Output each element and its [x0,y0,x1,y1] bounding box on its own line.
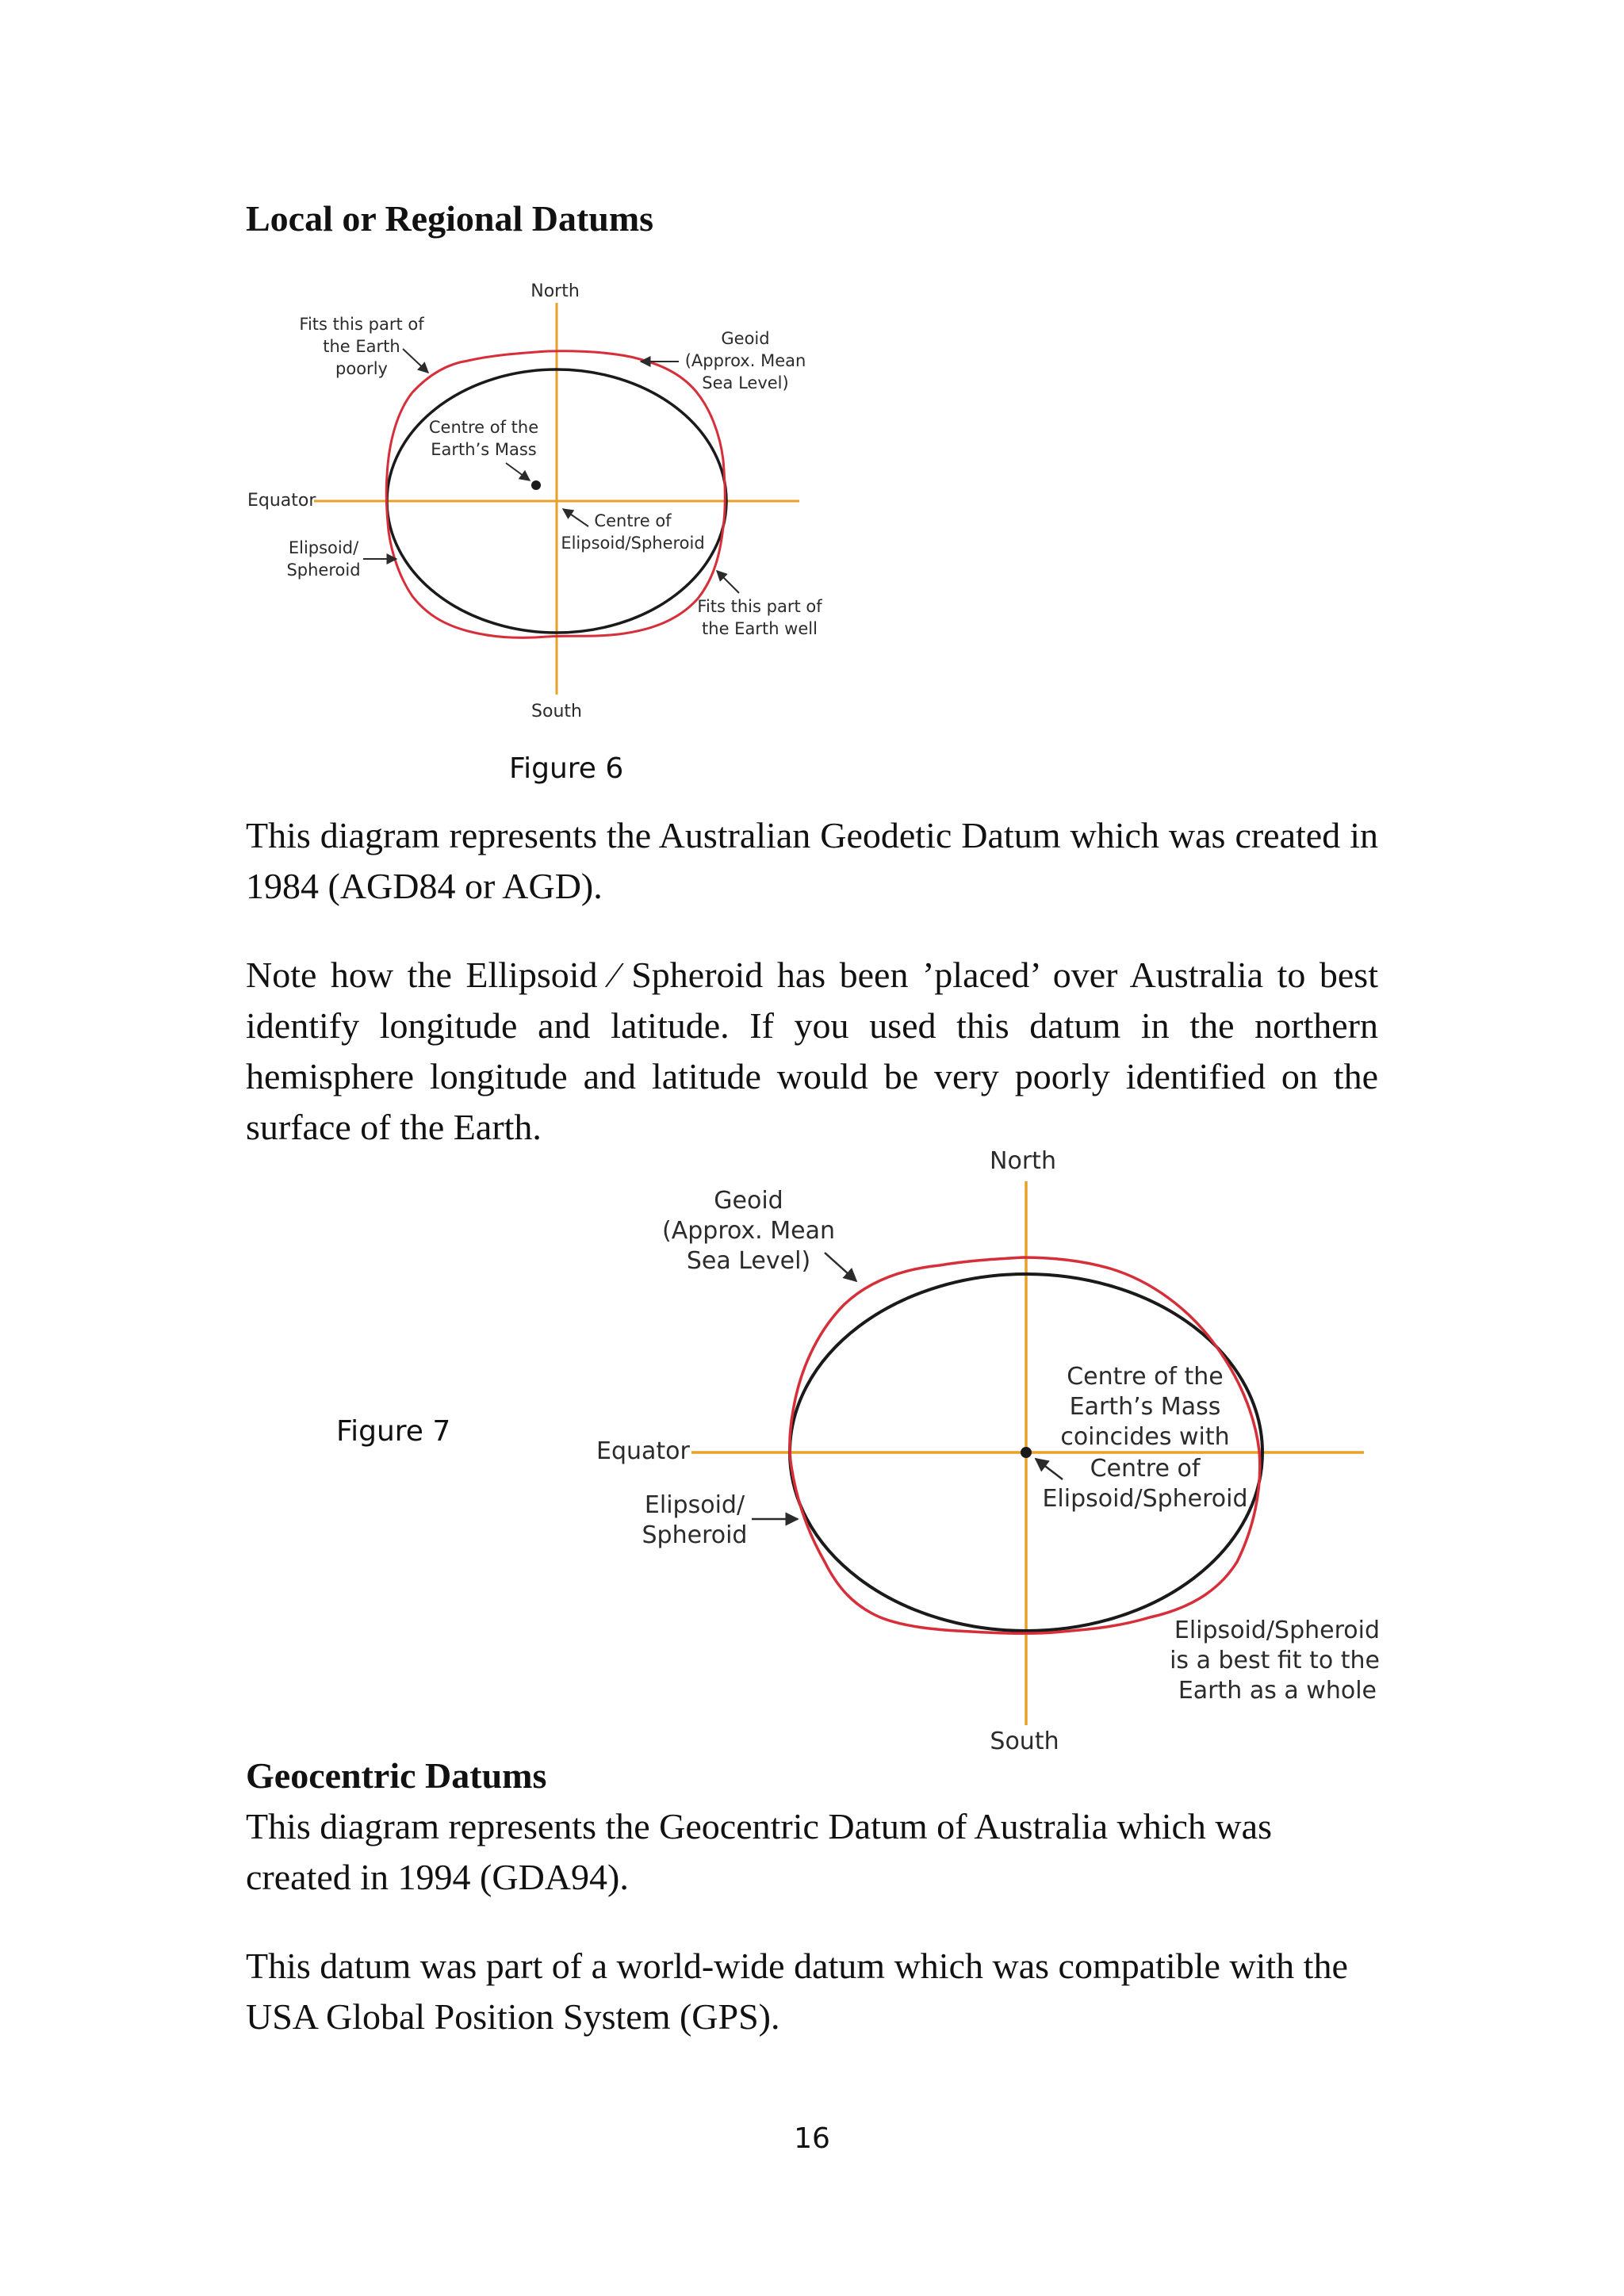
fig7-ellipsoid-label-2: Spheroid [642,1521,748,1549]
fig7-south-label: South [990,1728,1059,1755]
fig7-arrow-geoid [825,1253,856,1281]
fig6-well-label-2: the Earth well [702,619,818,638]
fig6-arrow-mass [506,463,530,480]
fig7-coinc-label-5: Elipsoid/Spheroid [1042,1485,1248,1513]
fig6-geoid-label-1: Geoid [721,329,770,348]
fig7-equator-label: Equator [596,1437,690,1465]
figure-6-caption: Figure 6 [509,752,624,785]
figure-7-diagram [587,1142,1396,1760]
fig7-bestfit-label-1: Elipsoid/Spheroid [1174,1617,1380,1644]
heading-local-datums: Local or Regional Datums [246,198,654,239]
paragraph-gda94: This diagram represents the Geocentric Datum of Australia which was created in 1994 (GDA94). [246,1806,1272,1897]
fig6-south-label: South [531,702,582,721]
fig6-centre-label-1: Centre of [594,511,672,530]
fig6-mass-centre-dot [531,480,541,490]
fig6-arrow-centre [563,509,588,526]
fig7-arrow-centre [1036,1459,1063,1479]
fig7-coinc-label-4: Centre of [1090,1455,1201,1483]
page-number: 16 [794,2122,830,2155]
fig7-north-label: North [990,1147,1056,1175]
fig7-centre-dot [1021,1447,1032,1458]
fig7-bestfit-label-2: is a best fit to the [1170,1647,1380,1674]
fig7-ellipsoid-label-1: Elipsoid/ [644,1491,745,1519]
fig6-equator-label: Equator [247,491,316,511]
heading-geocentric-datums: Geocentric Datums [246,1755,547,1796]
fig6-north-label: North [530,281,580,301]
fig6-centre-label-2: Elipsoid/Spheroid [561,534,705,553]
fig6-geoid-label-2: (Approx. Mean [684,351,806,370]
fig7-coinc-label-3: coincides with [1060,1423,1230,1451]
fig7-geoid-label-3: Sea Level) [686,1247,811,1275]
paragraph-gps-compatibility: This datum was part of a world-wide datum which was compatible with the USA Global Position System (GPS). [246,1946,1348,2037]
fig7-bestfit-label-3: Earth as a whole [1178,1677,1377,1705]
fig6-arrow-well [717,571,739,593]
paragraph-note-placement: Note how the Ellipsoid ⁄ Spheroid has been ’placed’ over Australia to best identify longitude and latitude. If you used this datum in the northern hemisphere longitude and latitude would be very poorly identified on the surface of the Earth. [246,955,1378,1147]
fig6-poorly-label-3: poorly [335,359,388,378]
fig6-geoid-label-3: Sea Level) [702,373,789,392]
figure-7-caption: Figure 7 [336,1415,451,1448]
fig6-mass-label-1: Centre of the [428,418,539,437]
fig7-geoid-label-1: Geoid [714,1187,783,1215]
fig7-coinc-label-2: Earth’s Mass [1069,1393,1221,1421]
fig6-poorly-label-1: Fits this part of [299,315,424,334]
paragraph-agd84: This diagram represents the Australian Geodetic Datum which was created in 1984 (AGD84 or AGD). [246,815,1378,906]
fig6-ellipsoid-label-1: Elipsoid/ [288,538,359,557]
figure-6-diagram [238,270,841,729]
fig7-coinc-label-1: Centre of the [1067,1363,1224,1391]
fig6-arrow-poorly [403,349,428,373]
fig6-well-label-1: Fits this part of [697,597,822,616]
fig6-poorly-label-2: the Earth [323,337,400,356]
fig7-geoid-label-2: (Approx. Mean [662,1217,835,1245]
fig6-ellipsoid-label-2: Spheroid [286,561,361,580]
fig6-mass-label-2: Earth’s Mass [431,440,537,459]
